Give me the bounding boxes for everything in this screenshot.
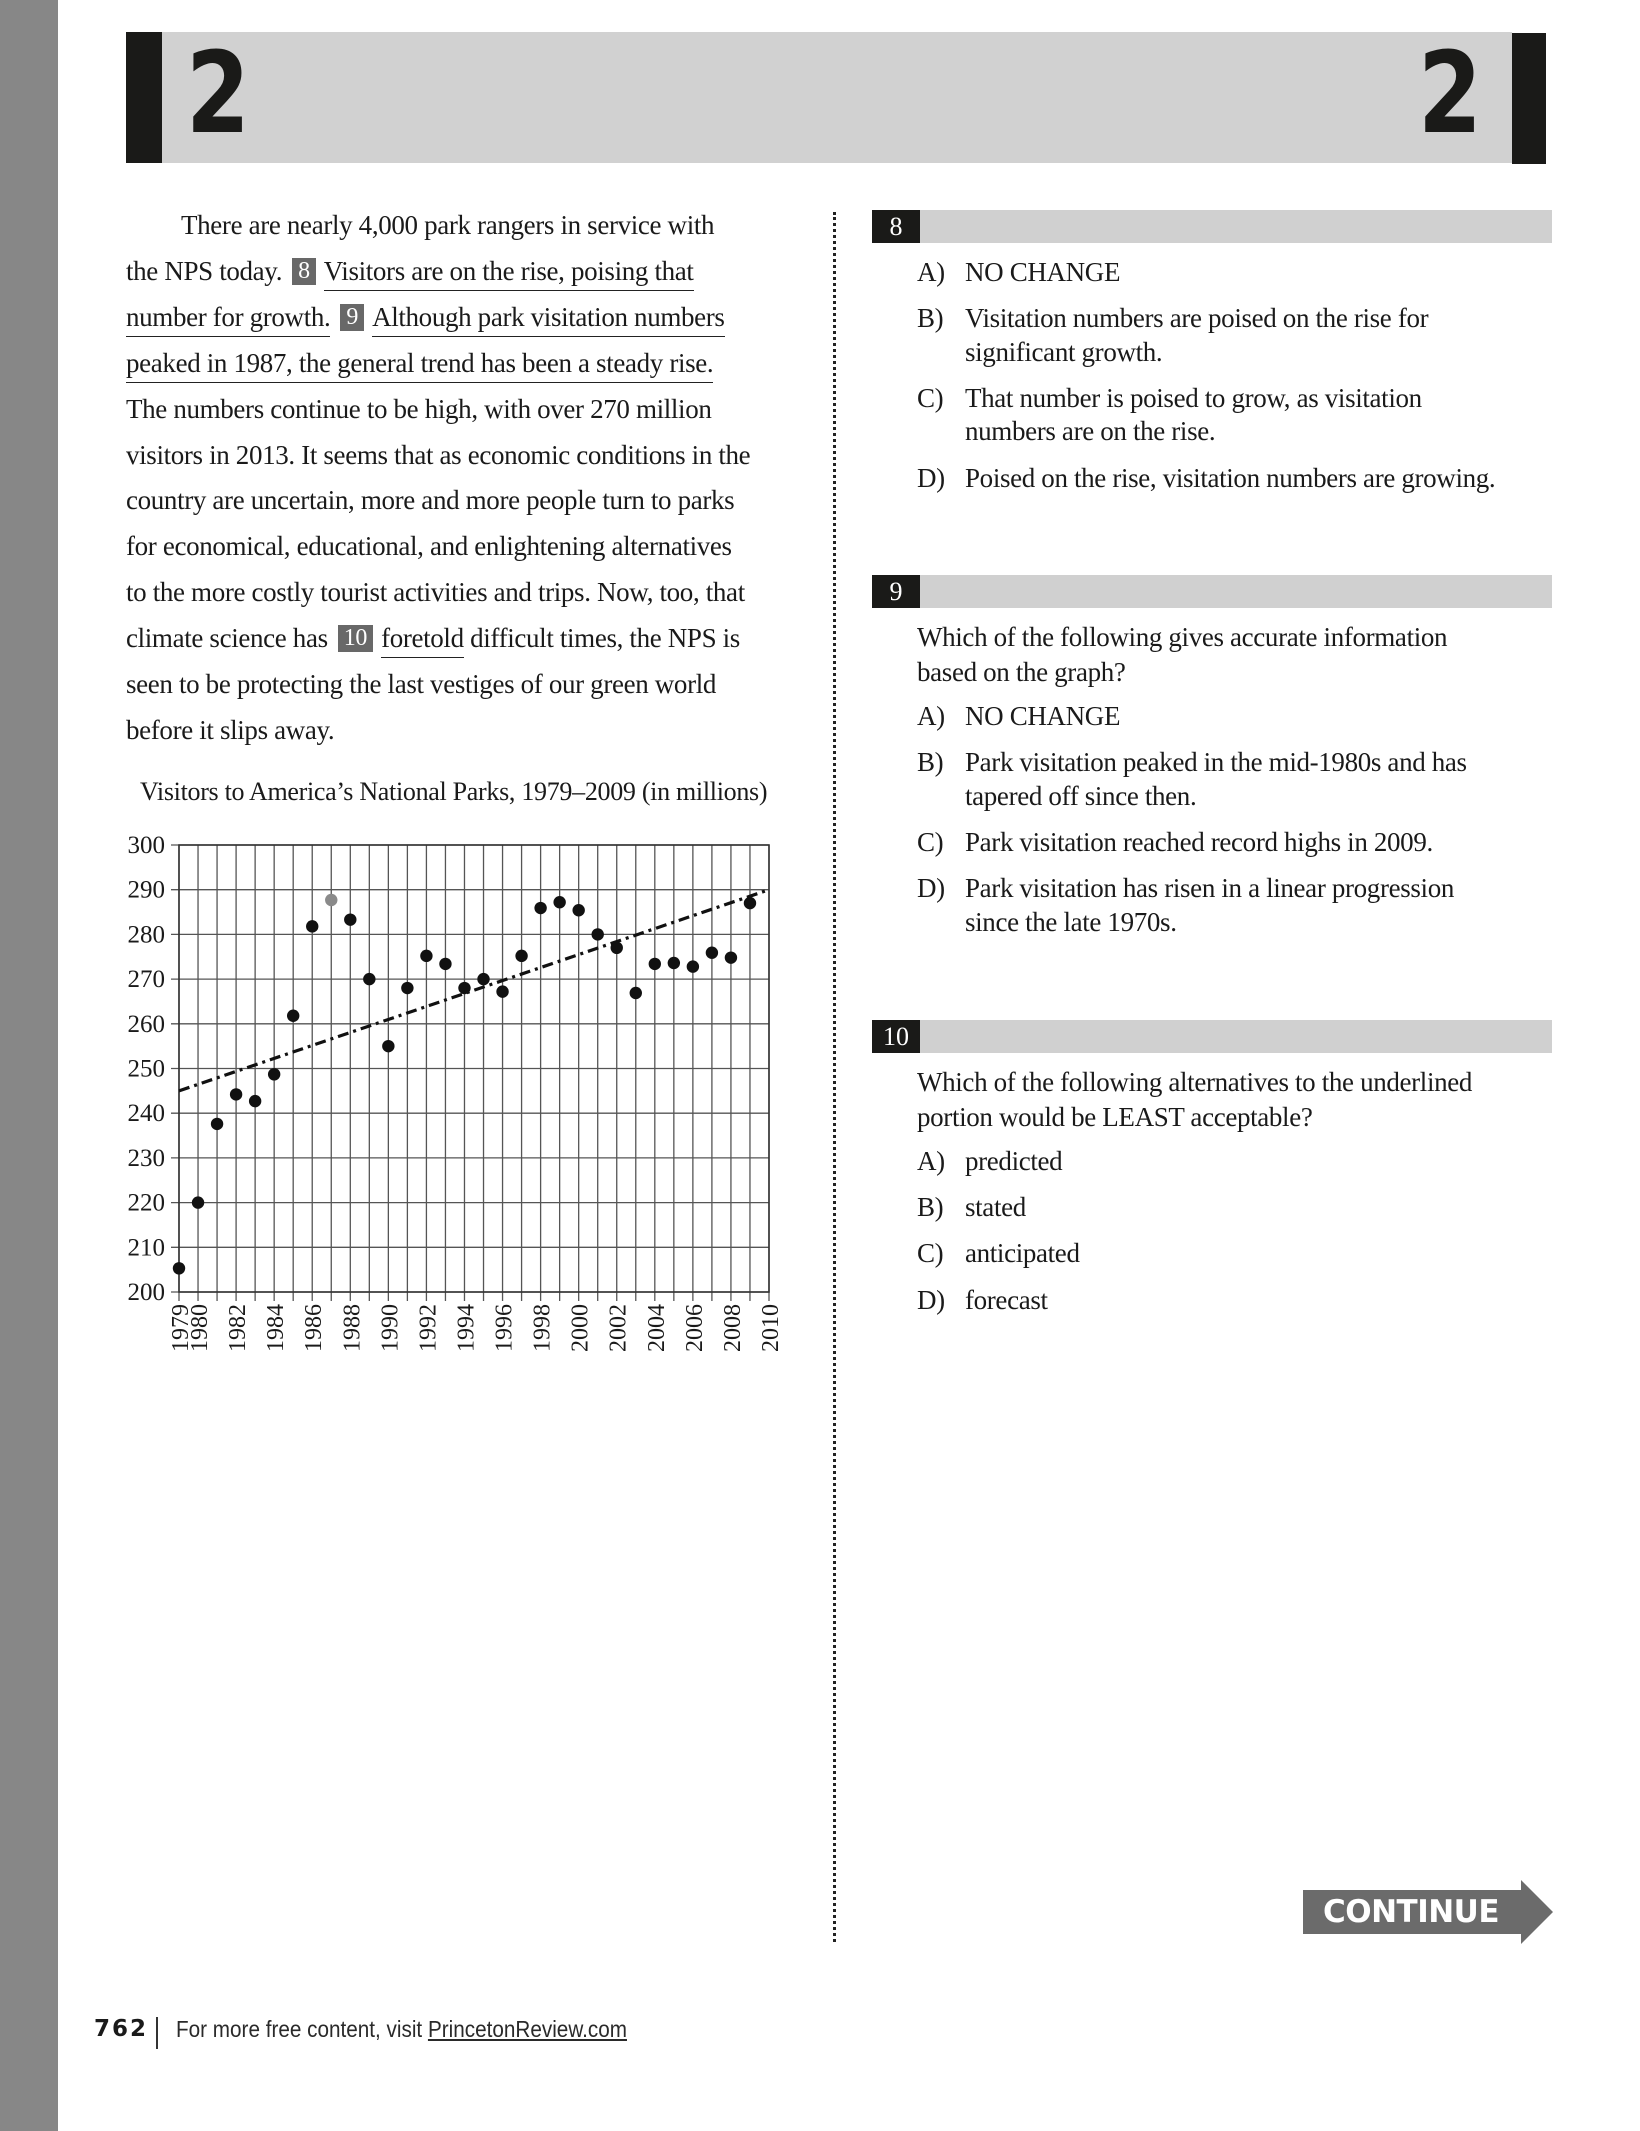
underlined-text: Although park visitation numbers — [372, 302, 725, 337]
option-text: forecast — [965, 1284, 1048, 1315]
continue-button[interactable] — [1303, 1880, 1553, 1944]
question-number: 8 — [872, 210, 920, 243]
x-tick-label: 1994 — [453, 1304, 480, 1352]
question-prompt: portion would be LEAST acceptable? — [917, 1102, 1313, 1132]
option-text: Visitation numbers are poised on the rise for — [965, 303, 1429, 334]
x-tick-label: 1980 — [187, 1304, 214, 1352]
passage-text: There are nearly 4,000 park rangers in service with — [181, 210, 715, 240]
page-number: 762 — [94, 2016, 149, 2042]
scatter-chart — [0, 0, 820, 1360]
chart-title: Visitors to America’s National Parks, 1979–2009 (in millions) — [140, 777, 768, 806]
option-letter: B) — [917, 303, 944, 334]
section-number-right: 2 — [1418, 29, 1479, 159]
x-tick-label: 1984 — [263, 1304, 290, 1352]
y-tick-label: 220 — [127, 1189, 165, 1217]
underlined-text: foretold — [381, 623, 464, 658]
data-point-1993 — [439, 958, 451, 970]
y-tick-label: 230 — [127, 1144, 165, 1172]
underlined-text: peaked in 1987, the general trend has been a steady rise. — [126, 348, 713, 383]
data-point-1984 — [268, 1068, 280, 1080]
passage-text: for economical, educational, and enlightening alternatives — [126, 531, 732, 562]
y-tick-label: 200 — [127, 1279, 165, 1306]
question-number: 9 — [872, 575, 920, 608]
passage-text: visitors in 2013. It seems that as economic conditions in the — [126, 439, 751, 470]
question-ref-badge-9[interactable]: 9 — [340, 304, 364, 331]
x-tick-label: 1979 — [168, 1304, 194, 1352]
option-text: That number is poised to grow, as visitation — [965, 382, 1422, 413]
data-point-1980 — [192, 1196, 204, 1208]
data-point-1987 — [325, 894, 337, 906]
data-point-1992 — [420, 950, 432, 962]
data-point-1997 — [515, 950, 527, 962]
question-number: 10 — [872, 1020, 920, 1053]
data-point-1982 — [230, 1088, 242, 1100]
data-point-1996 — [496, 985, 508, 997]
question-prompt: Which of the following gives accurate information — [917, 622, 1448, 652]
y-tick-label: 290 — [127, 876, 165, 904]
data-point-1985 — [287, 1010, 299, 1022]
x-tick-label: 2006 — [681, 1304, 708, 1352]
y-tick-label: 270 — [127, 966, 165, 994]
y-tick-label: 280 — [127, 921, 165, 949]
x-tick-label: 1982 — [225, 1304, 252, 1352]
option-text: stated — [965, 1192, 1026, 1223]
data-point-1994 — [458, 982, 470, 994]
data-point-2001 — [592, 928, 604, 940]
section-header-bar-right — [1512, 33, 1546, 164]
passage-text: before it slips away. — [126, 714, 335, 745]
question-prompt: Which of the following alternatives to the underlined — [917, 1067, 1473, 1097]
option-letter: D) — [917, 462, 945, 493]
option-text: Park visitation has risen in a linear progression — [965, 873, 1454, 904]
passage-text: the NPS today. — [126, 255, 283, 286]
data-point-1979 — [173, 1262, 185, 1274]
question-prompt: based on the graph? — [917, 657, 1126, 687]
option-letter: D) — [917, 873, 945, 904]
question-banner-8 — [872, 210, 1552, 243]
y-tick-label: 240 — [127, 1100, 165, 1128]
option-text: since the late 1970s. — [965, 906, 1177, 937]
x-tick-label: 1988 — [339, 1304, 366, 1352]
option-text: Park visitation peaked in the mid-1980s and has — [965, 747, 1467, 778]
option-letter: D) — [917, 1284, 945, 1315]
question-ref-badge-10[interactable]: 10 — [338, 625, 373, 652]
question-banner-9 — [872, 575, 1552, 608]
continue-label: CONTINUE — [1323, 1894, 1500, 1930]
x-tick-label: 2000 — [567, 1304, 594, 1352]
x-tick-label: 1990 — [377, 1304, 404, 1352]
data-point-1986 — [306, 920, 318, 932]
option-letter: B) — [917, 1192, 944, 1223]
question-ref-badge-8[interactable]: 8 — [292, 258, 316, 285]
passage-text: The numbers continue to be high, with over 270 million — [126, 393, 712, 424]
underlined-text: number for growth. — [126, 302, 330, 337]
passage-text: difficult times, the NPS is — [463, 623, 740, 654]
y-tick-label: 210 — [127, 1234, 165, 1262]
data-point-1995 — [477, 973, 489, 985]
trend-line — [179, 890, 769, 1091]
option-letter: A) — [917, 257, 945, 287]
data-point-2009 — [744, 897, 756, 909]
data-point-1981 — [211, 1118, 223, 1130]
princeton-review-link[interactable]: PrincetonReview.com — [427, 2016, 627, 2042]
option-text: NO CHANGE — [965, 701, 1121, 731]
data-point-2004 — [649, 958, 661, 970]
option-text: numbers are on the rise. — [965, 416, 1216, 447]
data-point-1990 — [382, 1040, 394, 1052]
x-tick-label: 1998 — [529, 1304, 556, 1352]
data-point-1989 — [363, 973, 375, 985]
data-point-1988 — [344, 913, 356, 925]
option-letter: C) — [917, 826, 944, 857]
data-point-1999 — [553, 896, 565, 908]
passage-text: seen to be protecting the last vestiges of our green world — [126, 669, 717, 699]
passage-text: country are uncertain, more and more people turn to parks — [126, 485, 735, 516]
underlined-text: Visitors are on the rise, poising that — [324, 256, 694, 291]
data-point-2008 — [725, 951, 737, 963]
x-tick-label: 2010 — [758, 1304, 784, 1352]
data-point-2000 — [572, 904, 584, 916]
footer-caption: For more free content, visit — [176, 2016, 428, 2042]
option-letter: C) — [917, 382, 944, 413]
option-text: Poised on the rise, visitation numbers are growing. — [965, 462, 1496, 493]
option-letter: A) — [917, 701, 945, 731]
data-point-2005 — [668, 957, 680, 969]
y-tick-label: 260 — [127, 1010, 165, 1038]
question-banner-10 — [872, 1020, 1552, 1053]
x-tick-label: 2002 — [605, 1304, 632, 1352]
y-tick-label: 300 — [127, 832, 165, 859]
passage-text: climate science has — [126, 623, 328, 654]
option-letter: C) — [917, 1238, 944, 1269]
x-tick-label: 1992 — [415, 1304, 442, 1352]
data-point-1991 — [401, 982, 413, 994]
column-divider — [833, 212, 836, 1942]
data-point-2002 — [611, 942, 623, 954]
data-point-2007 — [706, 947, 718, 959]
x-tick-label: 2008 — [719, 1304, 746, 1352]
footer-text — [176, 2016, 627, 2043]
option-letter: B) — [917, 747, 944, 778]
footer-separator — [156, 2017, 158, 2049]
option-text: tapered off since then. — [965, 780, 1197, 811]
data-point-2003 — [630, 987, 642, 999]
y-tick-label: 250 — [127, 1055, 165, 1083]
passage-text: to the more costly tourist activities and trips. Now, too, that — [126, 577, 745, 608]
x-tick-label: 2004 — [643, 1304, 670, 1352]
data-point-1983 — [249, 1095, 261, 1107]
x-tick-label: 1986 — [301, 1304, 328, 1352]
option-text: NO CHANGE — [965, 257, 1121, 287]
data-point-2006 — [687, 960, 699, 972]
option-text: Park visitation reached record highs in 2009. — [965, 826, 1433, 857]
option-text: anticipated — [965, 1238, 1080, 1269]
data-point-1998 — [534, 902, 546, 914]
option-text: predicted — [965, 1146, 1063, 1176]
x-tick-label: 1996 — [491, 1304, 518, 1352]
section-number-left: 2 — [186, 29, 247, 159]
option-letter: A) — [917, 1146, 945, 1176]
option-text: significant growth. — [965, 336, 1163, 367]
